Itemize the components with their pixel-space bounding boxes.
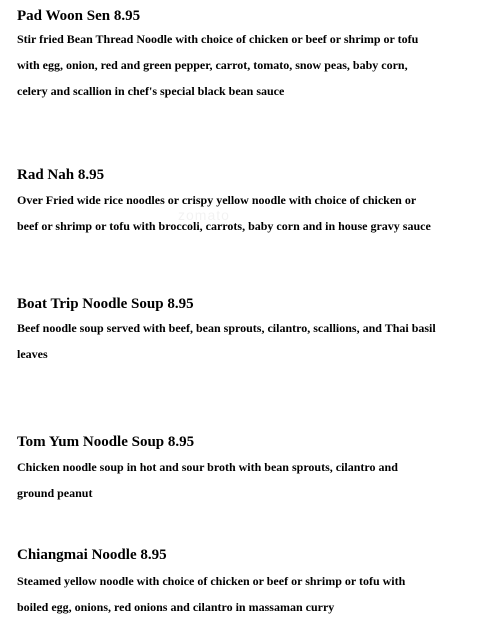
item-description (17, 31, 487, 109)
menu-item-rad-nah (17, 166, 487, 244)
description-line: beef or shrimp or tofu with broccoli, carrots, baby corn and in house gravy sauce (17, 219, 431, 233)
description-line: Beef noodle soup served with beef, bean sprouts, cilantro, scallions, and Thai basil (17, 321, 436, 335)
item-title: Pad Woon Sen 8.95 (17, 8, 141, 24)
description-line: Steamed yellow noodle with choice of chicken or beef or shrimp or tofu with (17, 574, 406, 588)
description-line: leaves (17, 347, 48, 361)
menu-item-pad-woon-sen (17, 7, 487, 109)
menu-item-chiangmai-noodle (17, 546, 487, 625)
menu-item-tom-yum-noodle-soup (17, 433, 487, 511)
menu-item-boat-trip-noodle-soup (17, 295, 487, 372)
item-title: Rad Nah 8.95 (17, 167, 105, 183)
description-line: with egg, onion, red and green pepper, carrot, tomato, snow peas, baby corn, (17, 58, 408, 72)
watermark: zomato (178, 207, 230, 223)
item-title: Chiangmai Noodle 8.95 (17, 547, 167, 563)
item-description (17, 320, 487, 372)
item-description (17, 573, 487, 625)
description-line: Over Fried wide rice noodles or crispy yellow noodle with choice of chicken or (17, 193, 417, 207)
description-line: boiled egg, onions, red onions and cilantro in massaman curry (17, 600, 335, 614)
item-title: Tom Yum Noodle Soup 8.95 (17, 434, 195, 450)
item-description (17, 192, 487, 244)
description-line: Stir fried Bean Thread Noodle with choice of chicken or beef or shrimp or tofu (17, 32, 419, 46)
item-description (17, 459, 487, 511)
description-line: Chicken noodle soup in hot and sour broth with bean sprouts, cilantro and (17, 460, 398, 474)
description-line: ground peanut (17, 486, 93, 500)
item-title: Boat Trip Noodle Soup 8.95 (17, 296, 194, 312)
description-line: celery and scallion in chef's special black bean sauce (17, 84, 285, 98)
